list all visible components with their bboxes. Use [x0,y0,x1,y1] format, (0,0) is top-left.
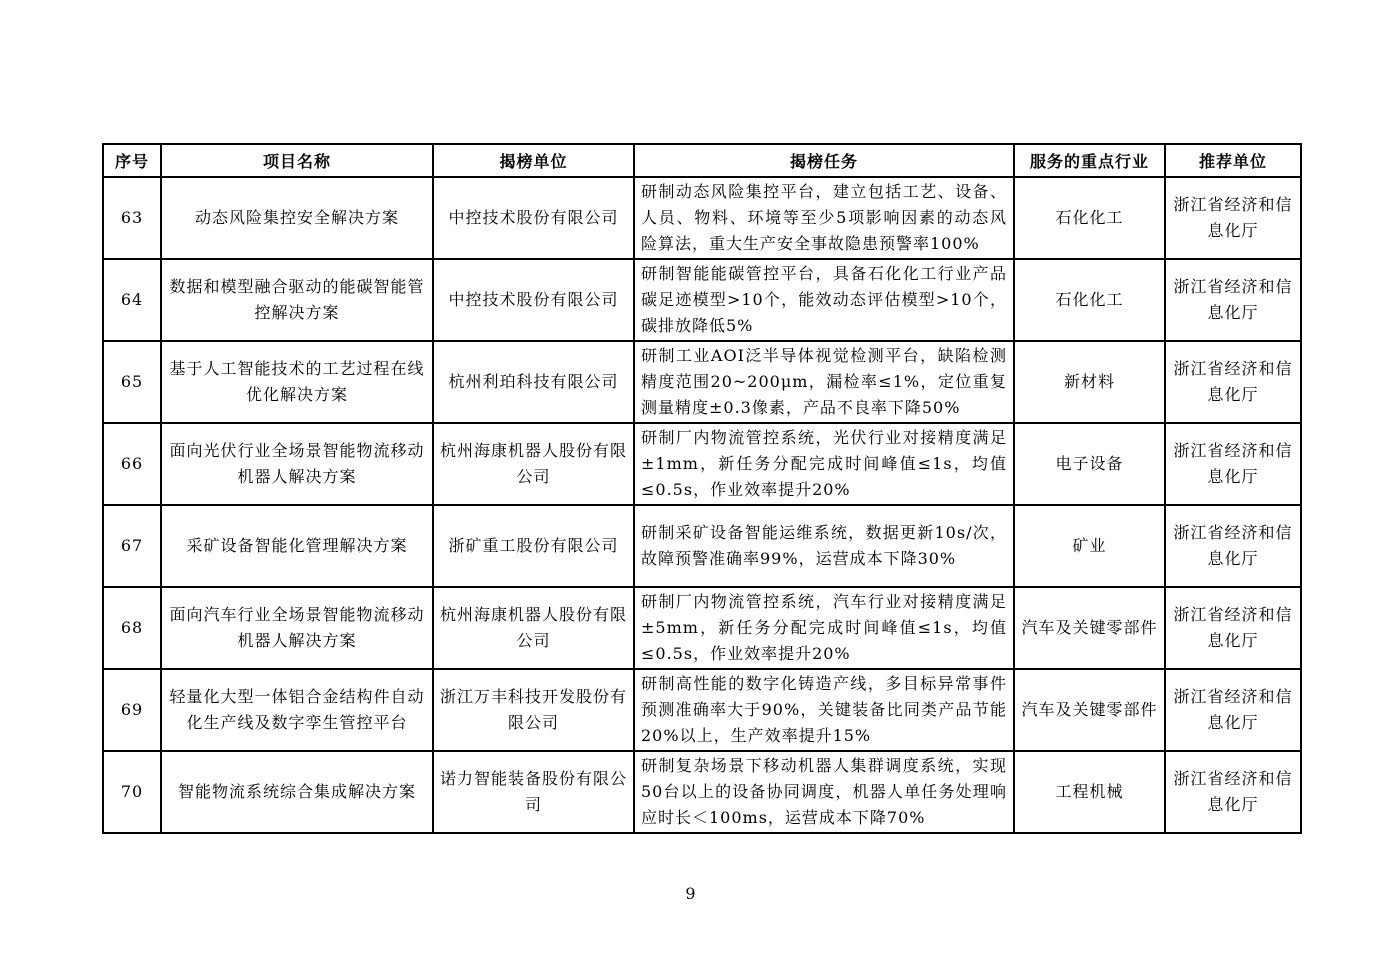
cell-serial-number: 63 [103,177,161,259]
table-row [103,669,1301,751]
table-row [103,259,1301,341]
header-project-name: 项目名称 [161,144,433,177]
cell-project-name: 智能物流系统综合集成解决方案 [161,751,433,833]
cell-task: 研制厂内物流管控系统，汽车行业对接精度满足±5mm，新任务分配完成时间峰值≤1s，均值≤0.5s，作业效率提升20% [634,587,1014,669]
cell-industry: 工程机械 [1014,751,1165,833]
cell-project-name: 轻量化大型一体铝合金结构件自动化生产线及数字孪生管控平台 [161,669,433,751]
header-task: 揭榜任务 [634,144,1014,177]
cell-unit: 杭州海康机器人股份有限公司 [433,423,634,505]
cell-unit: 杭州海康机器人股份有限公司 [433,587,634,669]
table-row [103,341,1301,423]
cell-serial-number: 64 [103,259,161,341]
cell-task: 研制采矿设备智能运维系统，数据更新10s/次，故障预警准确率99%，运营成本下降30% [634,505,1014,587]
header-unit: 揭榜单位 [433,144,634,177]
cell-industry: 石化化工 [1014,177,1165,259]
table-row [103,505,1301,587]
cell-task: 研制高性能的数字化铸造产线，多目标异常事件预测准确率大于90%，关键装备比同类产品节能20%以上，生产效率提升15% [634,669,1014,751]
cell-recommender: 浙江省经济和信息化厅 [1165,423,1301,505]
cell-task: 研制动态风险集控平台，建立包括工艺、设备、人员、物料、环境等至少5项影响因素的动态风险算法，重大生产安全事故隐患预警率100% [634,177,1014,259]
cell-task: 研制智能能碳管控平台，具备石化化工行业产品碳足迹模型>10个，能效动态评估模型>10个，碳排放降低5% [634,259,1014,341]
cell-task: 研制复杂场景下移动机器人集群调度系统，实现50台以上的设备协同调度，机器人单任务处理响应时长＜100ms，运营成本下降70% [634,751,1014,833]
page-number: 9 [685,884,696,903]
cell-recommender: 浙江省经济和信息化厅 [1165,669,1301,751]
cell-industry: 石化化工 [1014,259,1165,341]
cell-recommender: 浙江省经济和信息化厅 [1165,341,1301,423]
table-row [103,177,1301,259]
cell-unit: 浙矿重工股份有限公司 [433,505,634,587]
cell-industry: 电子设备 [1014,423,1165,505]
cell-serial-number: 66 [103,423,161,505]
cell-unit: 中控技术股份有限公司 [433,259,634,341]
cell-project-name: 面向光伏行业全场景智能物流移动机器人解决方案 [161,423,433,505]
project-table [102,143,1302,834]
cell-project-name: 基于人工智能技术的工艺过程在线优化解决方案 [161,341,433,423]
cell-unit: 杭州利珀科技有限公司 [433,341,634,423]
header-serial-number: 序号 [103,144,161,177]
cell-industry: 矿业 [1014,505,1165,587]
cell-serial-number: 65 [103,341,161,423]
cell-project-name: 动态风险集控安全解决方案 [161,177,433,259]
table-row [103,587,1301,669]
cell-unit: 浙江万丰科技开发股份有限公司 [433,669,634,751]
cell-task: 研制厂内物流管控系统，光伏行业对接精度满足±1mm，新任务分配完成时间峰值≤1s，均值≤0.5s，作业效率提升20% [634,423,1014,505]
cell-project-name: 面向汽车行业全场景智能物流移动机器人解决方案 [161,587,433,669]
cell-recommender: 浙江省经济和信息化厅 [1165,177,1301,259]
cell-serial-number: 69 [103,669,161,751]
cell-project-name: 数据和模型融合驱动的能碳智能管控解决方案 [161,259,433,341]
cell-industry: 汽车及关键零部件 [1014,587,1165,669]
header-recommender: 推荐单位 [1165,144,1301,177]
cell-project-name: 采矿设备智能化管理解决方案 [161,505,433,587]
cell-serial-number: 70 [103,751,161,833]
cell-serial-number: 67 [103,505,161,587]
cell-task: 研制工业AOI泛半导体视觉检测平台，缺陷检测精度范围20~200μm，漏检率≤1%，定位重复测量精度±0.3像素，产品不良率下降50% [634,341,1014,423]
cell-serial-number: 68 [103,587,161,669]
table-header-row [103,144,1301,177]
cell-recommender: 浙江省经济和信息化厅 [1165,259,1301,341]
table-row [103,423,1301,505]
cell-unit: 诺力智能装备股份有限公司 [433,751,634,833]
cell-recommender: 浙江省经济和信息化厅 [1165,751,1301,833]
cell-recommender: 浙江省经济和信息化厅 [1165,505,1301,587]
cell-unit: 中控技术股份有限公司 [433,177,634,259]
header-industry: 服务的重点行业 [1014,144,1165,177]
cell-industry: 新材料 [1014,341,1165,423]
cell-industry: 汽车及关键零部件 [1014,669,1165,751]
cell-recommender: 浙江省经济和信息化厅 [1165,587,1301,669]
table-row [103,751,1301,833]
